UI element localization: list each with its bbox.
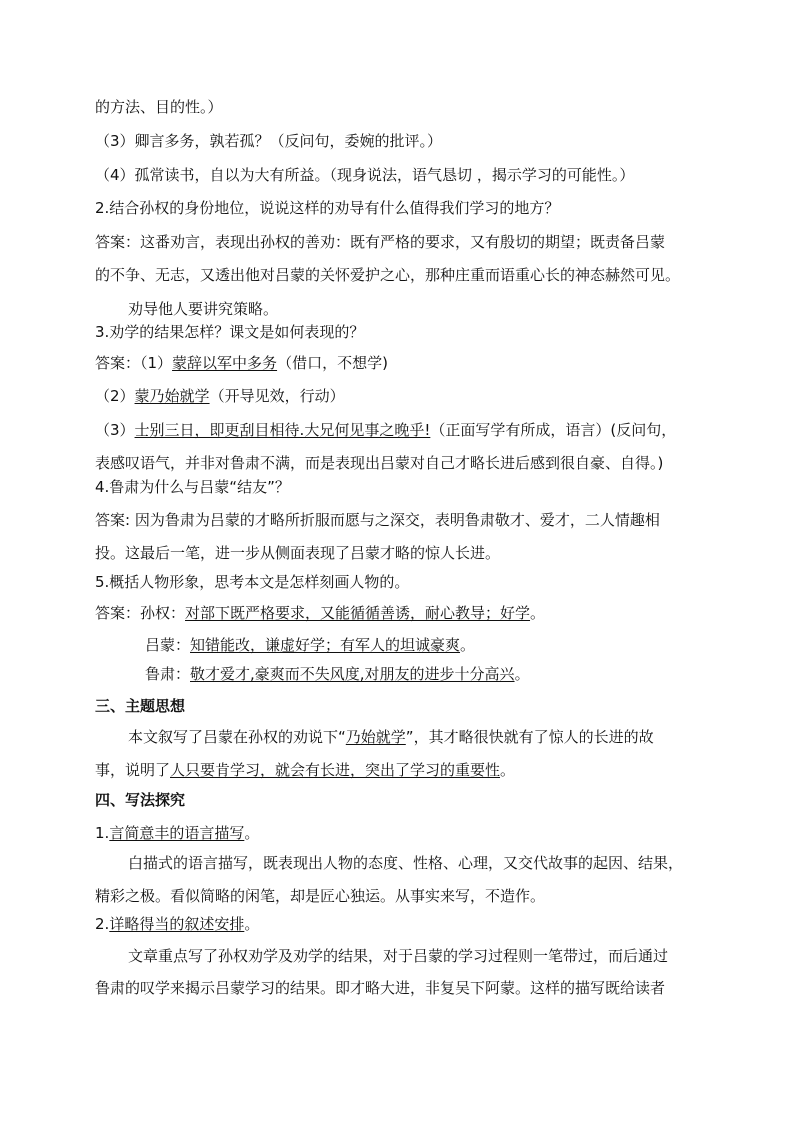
- answer-line: [95, 353, 708, 373]
- text-line: 的方法、目的性。）: [95, 98, 223, 116]
- question-2: 2.结合孙权的身份地位，说说这样的劝导有什么值得我们学习的地方？: [95, 199, 560, 217]
- answer-text: 答案: 因为鲁肃为吕蒙的才略所折服而愿与之深交，表明鲁肃敬才、爱才，二人情趣相: [95, 511, 660, 529]
- answer-line: [95, 386, 708, 406]
- paragraph-line: 文章重点写了孙权劝学及劝学的结果，对于吕蒙的学习过程则一笔带过，而后通过: [128, 947, 669, 965]
- punctuation: 。: [530, 604, 546, 622]
- answer-text: 投。这最后一笔，进一步从侧面表现了吕蒙才略的惊人长进。: [95, 544, 501, 562]
- annotation: （开导见效，行动）: [209, 387, 345, 405]
- answer-text: 的不争、无志，又透出他对吕蒙的关怀爱护之心，那种庄重而语重心长的神态赫然可见。: [95, 266, 681, 284]
- punctuation: 。: [500, 761, 516, 779]
- text-line: （3）卿言多务，孰若孤？（反问句，委婉的批评。）: [95, 132, 443, 150]
- paragraph-line: 精彩之极。看似简略的闲笔，却是匠心独运。从事实来写，不造作。: [95, 887, 546, 905]
- underlined-quote: 蒙辞以军中多务: [172, 354, 278, 372]
- paragraph-line: 鲁肃的叹学来揭示吕蒙学习的结果。即才略大进，非复吴下阿蒙。这样的描写既给读者: [95, 979, 666, 997]
- item-number: 1.: [95, 824, 110, 842]
- text-line: （4）孤常读书，自以为大有所益。（现身说法，语气恳切 ，揭示学习的可能性。）: [95, 166, 635, 184]
- character-label: 吕蒙：: [145, 636, 191, 654]
- paragraph-line: [95, 760, 708, 780]
- item-number: 2.: [95, 915, 110, 933]
- underlined-quote: 蒙乃始就学: [134, 387, 210, 405]
- text-span: 本文叙写了吕蒙在孙权的劝说下“: [128, 728, 346, 746]
- question-3: 3.劝学的结果怎样？课文是如何表现的？: [95, 323, 365, 341]
- annotation: （借口，不想学): [277, 354, 388, 372]
- text-line: 表感叹语气，并非对鲁肃不满，而是表现出吕蒙对自己才略长进后感到很自豪、自得。): [95, 454, 664, 472]
- question-5: 5.概括人物形象，思考本文是怎样刻画人物的。: [95, 573, 410, 591]
- paragraph-line: [128, 727, 708, 747]
- punctuation: 。: [460, 636, 476, 654]
- punctuation: 。: [244, 915, 260, 933]
- question-4: 4.鲁肃为什么与吕蒙“结友”？: [95, 478, 290, 496]
- answer-text: 劝导他人要讲究策略。: [128, 300, 279, 318]
- subheading-line: [95, 823, 708, 843]
- section-heading: 三、主题思想: [95, 697, 186, 715]
- answer-text: 答案：这番劝言，表现出孙权的善劝：既有严格的要求，又有殷切的期望；既责备吕蒙: [95, 233, 666, 251]
- answer-line: [95, 603, 708, 623]
- annotation: （正面写学有所成，语言）(反问句，: [430, 421, 677, 439]
- underlined-text: 知错能改，谦虚好学；有军人的坦诚豪爽: [190, 636, 461, 654]
- answer-line: [145, 664, 708, 684]
- answer-line: [145, 635, 708, 655]
- underlined-subheading: 言简意丰的语言描写: [109, 824, 245, 842]
- answer-label: 答案：（1）: [95, 354, 173, 372]
- item-number: （3）: [95, 421, 135, 439]
- underlined-text: 人只要肯学习，就会有长进，突出了学习的重要性: [170, 761, 501, 779]
- answer-label: 答案：孙权：: [95, 604, 186, 622]
- underlined-quote: 士别三日，即更刮目相待.大兄何见事之晚乎!: [134, 421, 431, 439]
- text-span: ”，其才略很快就有了惊人的长进的故: [405, 728, 654, 746]
- section-heading: 四、写法探究: [95, 791, 186, 809]
- punctuation: 。: [244, 824, 260, 842]
- paragraph-line: 白描式的语言描写，既表现出人物的态度、性格、心理，又交代故事的起因、结果，: [128, 854, 684, 872]
- character-label: 鲁肃：: [145, 665, 191, 683]
- punctuation: 。: [514, 665, 530, 683]
- underlined-text: 乃始就学: [345, 728, 406, 746]
- item-number: （2）: [95, 387, 135, 405]
- subheading-line: [95, 914, 708, 934]
- underlined-text: 对部下既严格要求，又能循循善诱，耐心教导；好学: [185, 604, 531, 622]
- text-span: 事，说明了: [95, 761, 171, 779]
- underlined-text: 敬才爱才,豪爽而不失风度,对朋友的进步十分高兴: [190, 665, 515, 683]
- underlined-subheading: 详略得当的叙述安排: [109, 915, 245, 933]
- answer-line: [95, 420, 708, 440]
